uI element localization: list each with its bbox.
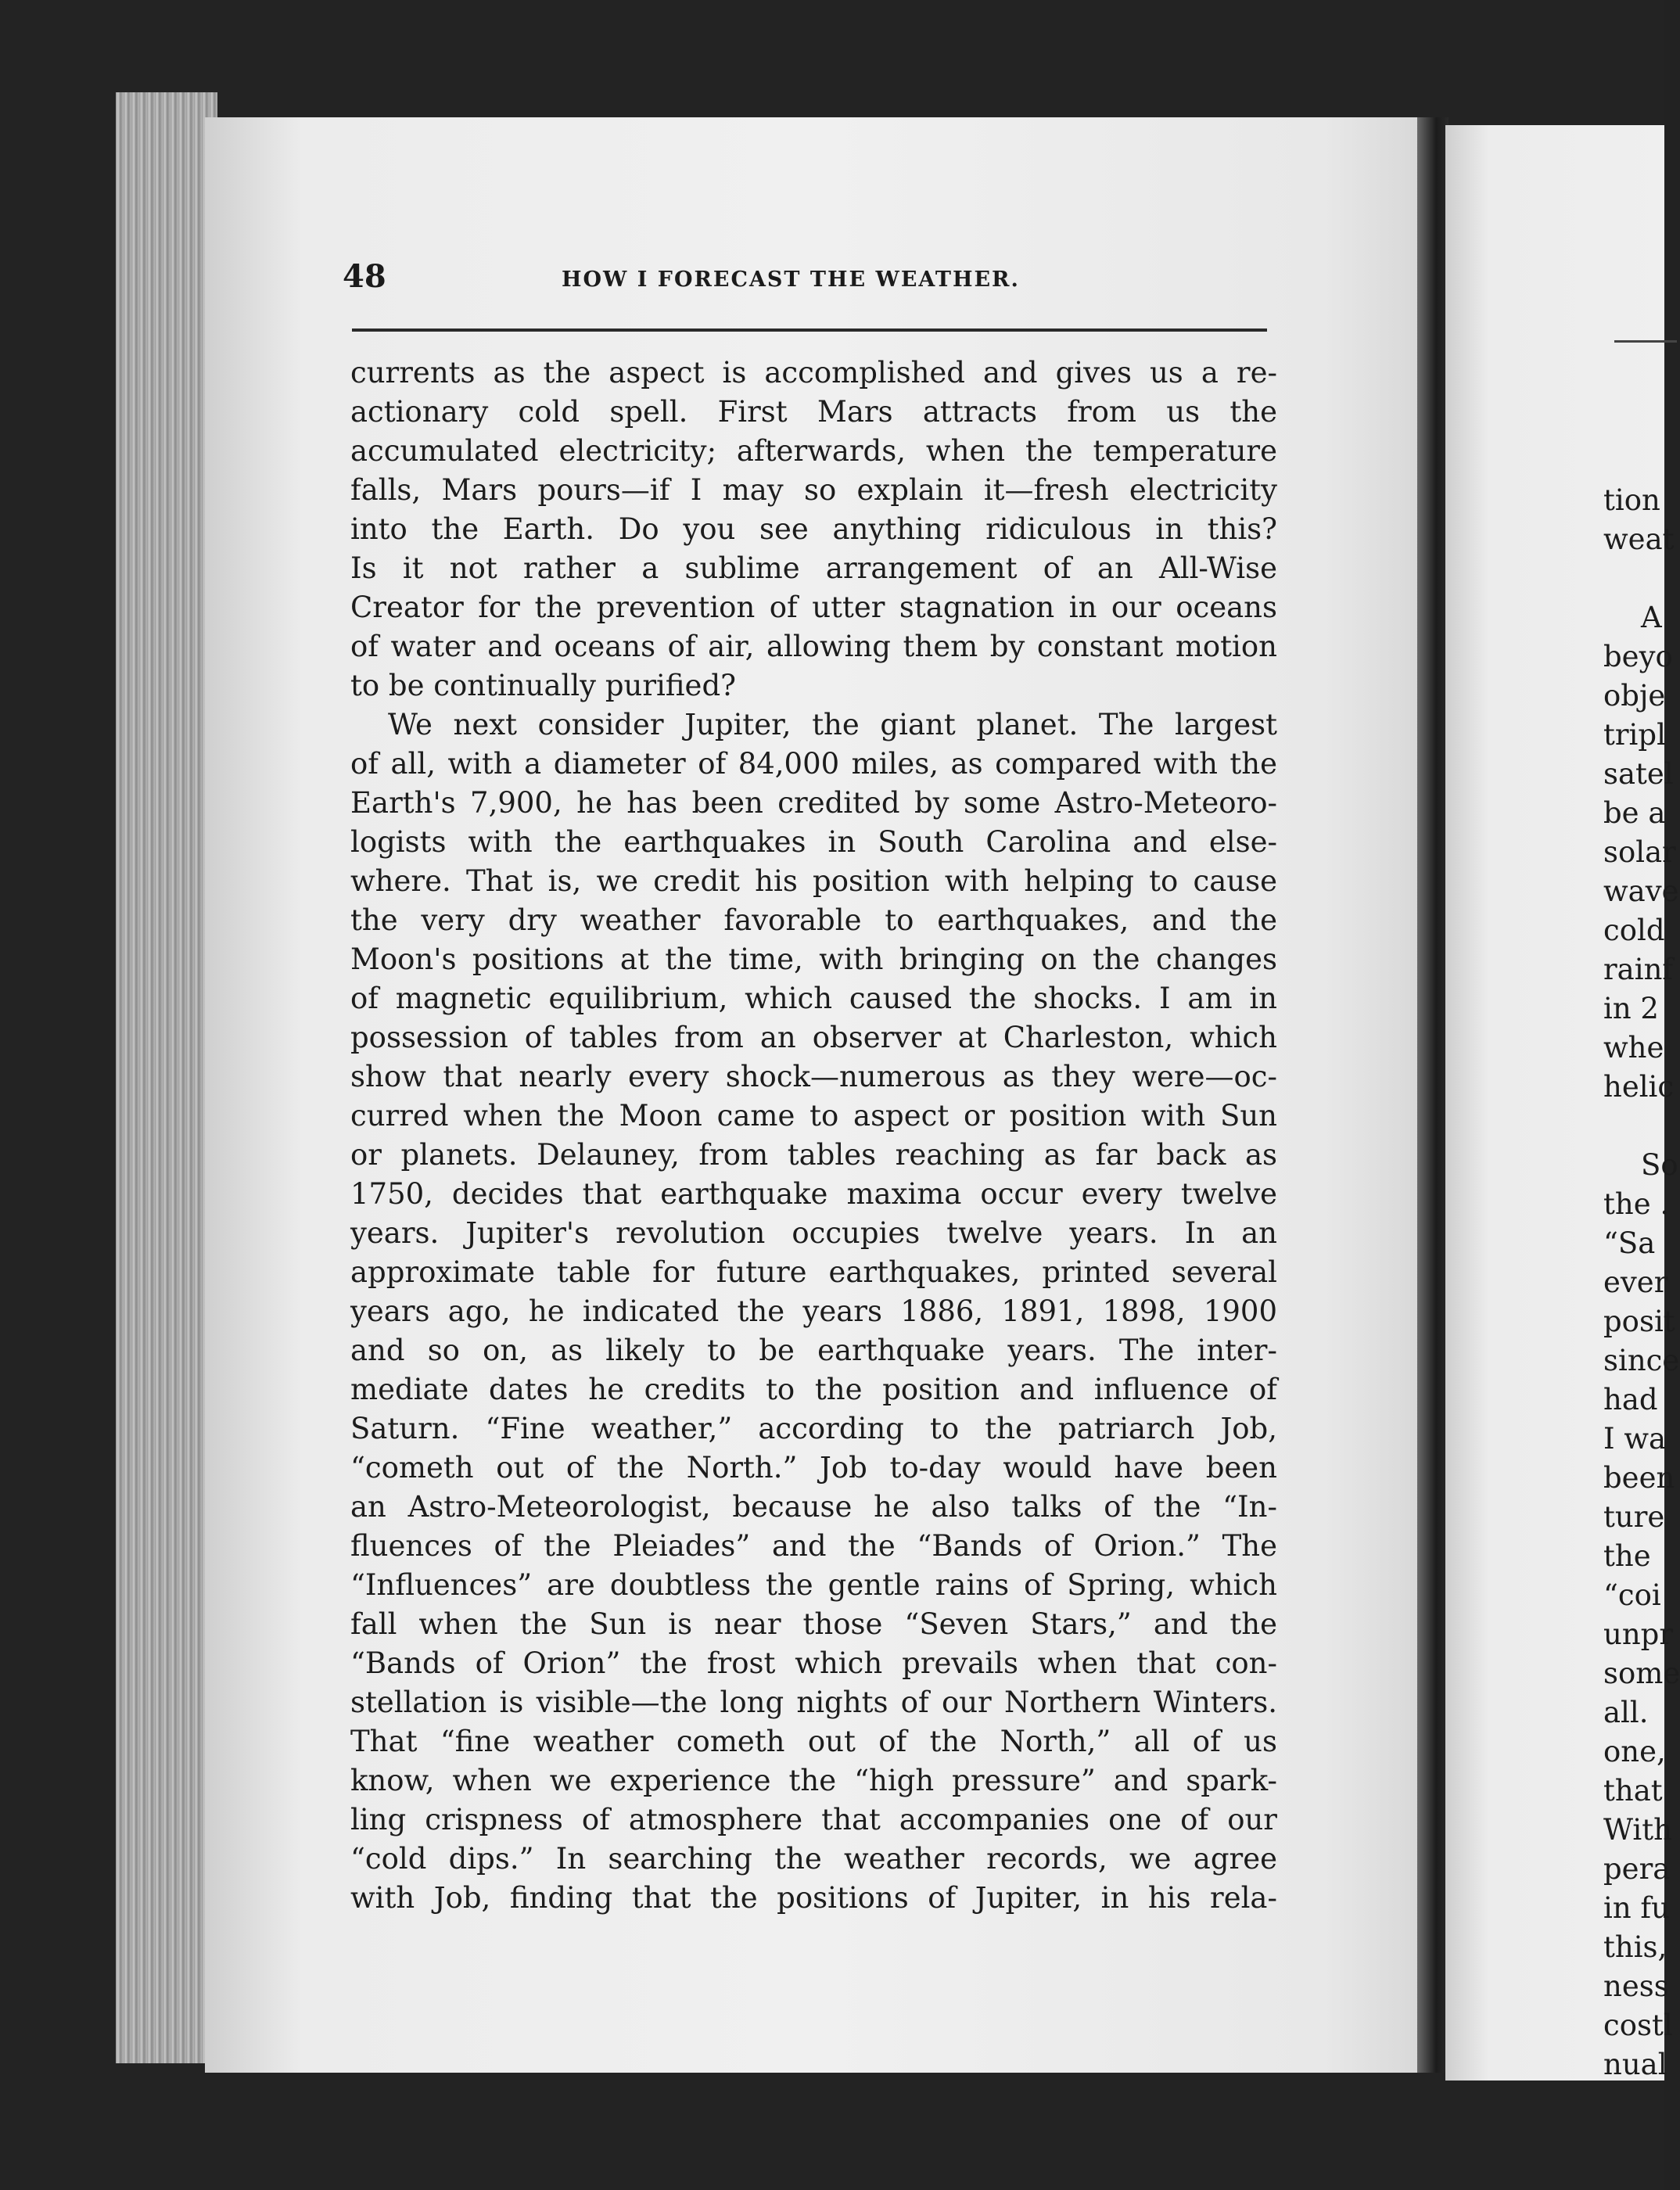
body-line: the very dry weather favorable to earthquakes, and the [350,903,1277,937]
facing-line-fragment: beyo [1603,640,1673,673]
body-line: “cometh out of the North.” Job to-day would have been [350,1451,1277,1485]
facing-line-fragment: all. [1603,1696,1649,1729]
body-line: actionary cold spell. First Mars attracts from us the [350,395,1277,429]
body-line: to be continually purified? [350,669,736,702]
body-line: with Job, finding that the positions of Jupiter, in his rela- [350,1881,1277,1915]
facing-line-fragment: So [1641,1148,1678,1182]
body-text [350,354,1277,1918]
body-line: Moon's positions at the time, with bringing on the changes [350,942,1277,976]
facing-line-fragment: “Sa [1603,1226,1656,1260]
facing-line-fragment: posit [1603,1305,1675,1338]
body-line: Is it not rather a sublime arrangement of an All-Wise [350,551,1277,585]
facing-line-fragment: in 2 [1603,992,1659,1025]
body-line: ling crispness of atmosphere that accompanies one of our [350,1803,1277,1836]
facing-line-fragment: “coi [1603,1578,1661,1612]
book-gutter [1417,117,1448,2073]
body-line: currents as the aspect is accomplished and gives us a re- [350,356,1277,390]
facing-header-rule [1614,340,1677,343]
body-line: That “fine weather cometh out of the North,” all of us [350,1725,1277,1758]
body-line: of magnetic equilibrium, which caused the shocks. I am in [350,982,1277,1015]
header-rule [352,328,1267,332]
facing-line-fragment: since [1603,1344,1680,1377]
body-line: fall when the Sun is near those “Seven Stars,” and the [350,1607,1277,1641]
facing-line-fragment: cold [1603,914,1665,947]
body-line: accumulated electricity; afterwards, when the temperature [350,434,1277,468]
facing-line-fragment: satel [1603,757,1674,791]
facing-line-fragment: solar [1603,835,1676,869]
body-line: years. Jupiter's revolution occupies twelve years. In an [350,1216,1277,1250]
facing-line-fragment: rainf [1603,953,1674,986]
facing-line-fragment: I wa [1603,1422,1667,1456]
page-header [343,258,1265,305]
facing-line-fragment: ness [1603,1969,1669,2003]
facing-line-fragment: tripl [1603,718,1666,752]
facing-line-fragment: pera [1603,1852,1671,1886]
body-line: of water and oceans of air, allowing them by constant motion [350,630,1277,663]
running-head: HOW I FORECAST THE WEATHER. [562,267,1020,292]
page-edges [116,92,217,2063]
body-line: where. That is, we credit his position with helping to cause [350,864,1277,898]
body-line: “Influences” are doubtless the gentle rains of Spring, which [350,1568,1277,1602]
facing-line-fragment: some [1603,1657,1680,1690]
facing-line-fragment: ture [1603,1500,1665,1534]
body-line: possession of tables from an observer at Charleston, which [350,1021,1277,1054]
facing-line-fragment: been [1603,1461,1675,1495]
facing-line-fragment: the . [1603,1187,1670,1221]
facing-line-fragment: costl [1603,2009,1673,2042]
facing-line-fragment: the [1603,1539,1651,1573]
body-line: Earth's 7,900, he has been credited by some Astro-Meteoro- [350,786,1277,820]
body-line: know, when we experience the “high pressure” and spark- [350,1764,1277,1797]
body-line: fluences of the Pleiades” and the “Bands of Orion.” The [350,1529,1277,1563]
body-line: “Bands of Orion” the frost which prevails when that con- [350,1646,1277,1680]
facing-line-fragment: in fu [1603,1891,1670,1925]
facing-line-fragment: A [1641,601,1662,634]
facing-line-fragment: unpr [1603,1617,1674,1651]
facing-line-fragment: had [1603,1383,1658,1416]
body-line: We next consider Jupiter, the giant planet. The largest [388,708,1277,741]
body-line: Saturn. “Fine weather,” according to the patriarch Job, [350,1412,1277,1445]
body-line: years ago, he indicated the years 1886, 1891, 1898, 1900 [350,1294,1277,1328]
facing-page [1445,125,1680,2081]
body-line: 1750, decides that earthquake maxima occur every twelve [350,1177,1277,1211]
body-line: show that nearly every shock—numerous as they were—oc- [350,1060,1277,1093]
facing-line-fragment: this, [1603,1930,1667,1964]
body-line: Creator for the prevention of utter stagnation in our oceans [350,591,1277,624]
facing-line-fragment: that [1603,1774,1663,1808]
facing-line-fragment: helic [1603,1070,1675,1104]
body-line: and so on, as likely to be earthquake years. The inter- [350,1334,1277,1367]
body-line: logists with the earthquakes in South Carolina and else- [350,825,1277,859]
body-line: mediate dates he credits to the position and influence of [350,1373,1277,1406]
facing-line-fragment: wave [1603,874,1679,908]
facing-line-fragment: be a [1603,796,1666,830]
body-line: stellation is visible—the long nights of our Northern Winters. [350,1686,1277,1719]
body-line: of all, with a diameter of 84,000 miles, as compared with the [350,747,1277,781]
facing-line-fragment: obje [1603,679,1666,713]
body-line: an Astro-Meteorologist, because he also talks of the “In- [350,1490,1277,1524]
facing-line-fragment: ever [1603,1266,1668,1299]
page-number: 48 [343,258,386,295]
facing-line-fragment: nual [1603,2048,1667,2081]
body-line: curred when the Moon came to aspect or position with Sun [350,1099,1277,1133]
body-line: “cold dips.” In searching the weather records, we agree [350,1842,1277,1876]
facing-line-fragment: tion [1603,483,1660,517]
body-line: approximate table for future earthquakes, printed several [350,1255,1277,1289]
body-line: or planets. Delauney, from tables reaching as far back as [350,1138,1277,1172]
facing-line-fragment: one, [1603,1735,1666,1768]
facing-line-fragment: weat [1603,522,1675,556]
body-line: into the Earth. Do you see anything ridiculous in this? [350,512,1277,546]
facing-line-fragment: whe [1603,1031,1664,1064]
facing-line-fragment: With [1603,1813,1672,1847]
body-line: falls, Mars pours—if I may so explain it—fresh electricity [350,473,1277,507]
